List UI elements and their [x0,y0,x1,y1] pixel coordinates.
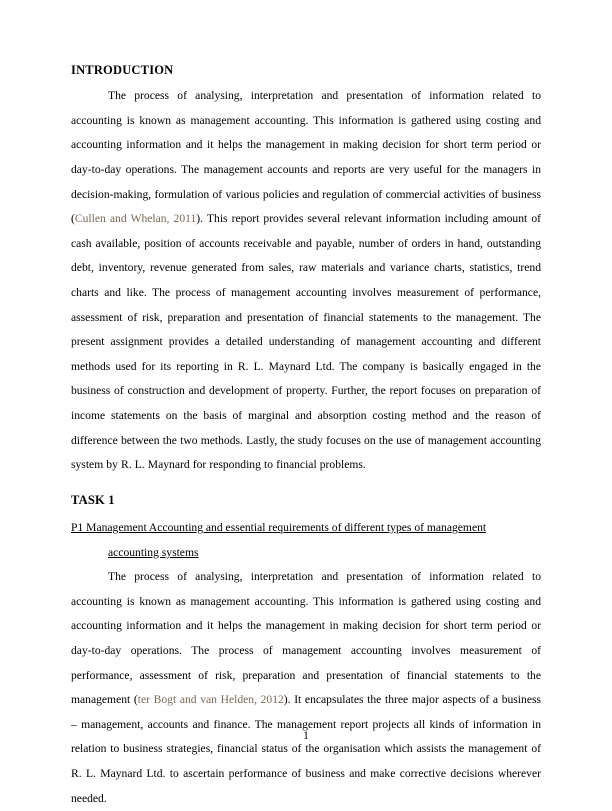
introduction-paragraph-tail: ). This report provides several relevant information including amount of cash available, position of accounts receivable and payable, number of orders in hand, outstanding debt, inventory, revenue generated from sales, raw materials and variance charts, statistics, trend charts and like. The process of management accounting involves measurement of performance, assessment of risk, preparation and presentation of financial statements to the management. The present assignment provides a detailed understanding of management accounting and different methods used for its reporting in R. L. Maynard Ltd. The company is basically engaged in the business of construction and development of property. Further, the report focuses on preparation of income statements on the basis of marginal and absorption costing method and the reason of difference between the two methods. Lastly, the study focuses on the use of management accounting system by R. L. Maynard for responding to financial problems. [71,212,541,472]
citation-ter-bogt-van-helden: ter Bogt and van Helden, 2012 [137,693,284,707]
task1-paragraph-lead: The process of analysing, interpretation and presentation of information related to accounting is known as management accounting. This information is gathered using costing and accounting information and it helps the management in making decision for short term period or day-to-day operations. The process of management accounting involves measurement of performance, assessment of risk, preparation and presentation of financial statements to the management ( [71,570,541,707]
task1-heading: TASK 1 [71,492,115,507]
task1-paragraph-tail: ). It encapsulates the three major aspects of a business – management, accounts and finance. The management report projects all kinds of information in relation to business strategies, financial status of the organisation which assists the management of R. L. Maynard Ltd. to ascertain performance of business and make corrective decisions wherever needed. [71,693,541,805]
introduction-paragraph [71,84,541,478]
task1-subheading-line2: accounting systems [108,545,199,559]
task1-subheading [71,516,541,565]
page-number: 1 [303,730,309,742]
citation-cullen-whelan: Cullen and Whelan, 2011 [74,212,197,226]
task1-subheading-line1: P1 Management Accounting and essential requirements of different types of management [71,521,487,534]
task1-paragraph [71,565,541,811]
introduction-paragraph-lead: The process of analysing, interpretation and presentation of information related to accounting is known as management accounting. This information is gathered using costing and accounting information and it helps the management in making decision for short term period or day-to-day operations. The management accounts and reports are very useful for the managers in decision-making, formulation of various policies and regulation of commercial activities of business ( [71,89,541,226]
introduction-heading: INTRODUCTION [71,63,174,77]
